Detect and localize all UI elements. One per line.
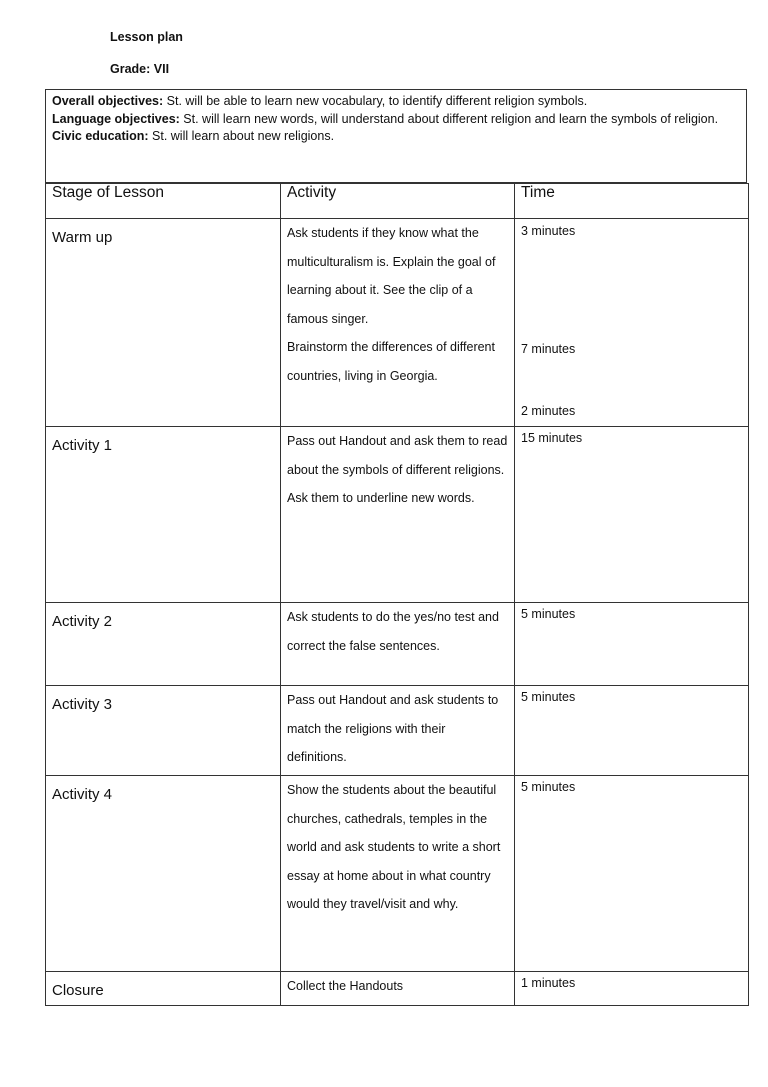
time-cell	[515, 776, 749, 972]
overall-objectives	[52, 93, 740, 111]
civic-education-label: Civic education:	[52, 129, 149, 143]
stage-cell	[46, 219, 281, 427]
language-objectives	[52, 111, 740, 129]
time-text: 7 minutes	[521, 342, 576, 356]
activity-text: Collect the Handouts	[287, 979, 404, 993]
overall-objectives-text: St. will be able to learn new vocabulary, to identify different religion symbols.	[163, 94, 588, 108]
time-cell	[515, 603, 749, 686]
time-text: 3 minutes	[521, 224, 576, 238]
lesson-plan-title: Lesson plan	[110, 30, 183, 44]
time-text: 5 minutes	[521, 780, 576, 794]
time-cell	[515, 427, 749, 603]
civic-education	[52, 128, 740, 146]
activity-cell	[281, 776, 515, 972]
time-text: 15 minutes	[521, 431, 583, 445]
activity-cell	[281, 219, 515, 427]
time-cell	[515, 972, 749, 1006]
stage-cell	[46, 776, 281, 972]
table-row	[46, 219, 749, 427]
grade-label: Grade: VII	[110, 62, 170, 76]
time-text: 1 minutes	[521, 976, 576, 990]
stage-text: Activity 3	[52, 696, 113, 713]
stage-text: Activity 1	[52, 437, 113, 454]
stage-cell	[46, 686, 281, 776]
header-stage: Stage of Lesson	[46, 184, 281, 219]
stage-cell	[46, 603, 281, 686]
time-text: 5 minutes	[521, 607, 576, 621]
activity-text: Show the students about the beautiful churches, cathedrals, temples in the world and ask students to write a short essay at home about in what country would they travel/visit and why.	[287, 783, 501, 911]
table-header-row	[46, 184, 749, 219]
activity-text: Brainstorm the differences of different countries, living in Georgia.	[287, 340, 495, 383]
language-objectives-text: St. will learn new words, will understand about different religion and learn the symbols of religion.	[179, 111, 719, 126]
stage-text: Closure	[52, 982, 104, 999]
time-text: 2 minutes	[521, 404, 576, 418]
table-row	[46, 427, 749, 603]
activity-cell	[281, 686, 515, 776]
activity-text: Pass out Handout and ask students to match the religions with their definitions.	[287, 693, 499, 764]
activity-cell	[281, 972, 515, 1006]
activity-cell	[281, 427, 515, 603]
table-row	[46, 776, 749, 972]
activity-text: Ask students to do the yes/no test and correct the false sentences.	[287, 610, 499, 653]
overall-objectives-label: Overall objectives:	[52, 94, 164, 108]
stage-text: Activity 4	[52, 786, 113, 803]
stage-cell	[46, 972, 281, 1006]
activity-text: Pass out Handout and ask them to read about the symbols of different religions. Ask them to underline new words.	[287, 434, 508, 505]
stage-cell	[46, 427, 281, 603]
header-activity: Activity	[281, 184, 515, 219]
time-text: 5 minutes	[521, 690, 576, 704]
stage-text: Warm up	[52, 229, 113, 246]
time-cell	[515, 219, 749, 427]
language-objectives-label: Language objectives:	[52, 111, 180, 126]
activity-cell	[281, 603, 515, 686]
stage-text: Activity 2	[52, 613, 113, 630]
civic-education-text: St. will learn about new religions.	[148, 129, 335, 143]
table-row	[46, 972, 749, 1006]
lesson-table	[45, 183, 749, 1006]
activity-text: Ask students if they know what the multiculturalism is. Explain the goal of learning about it. See the clip of a famous singer.	[287, 226, 496, 326]
objectives-box	[45, 89, 747, 183]
table-row	[46, 686, 749, 776]
header-time: Time	[515, 184, 749, 219]
table-row	[46, 603, 749, 686]
time-cell	[515, 686, 749, 776]
